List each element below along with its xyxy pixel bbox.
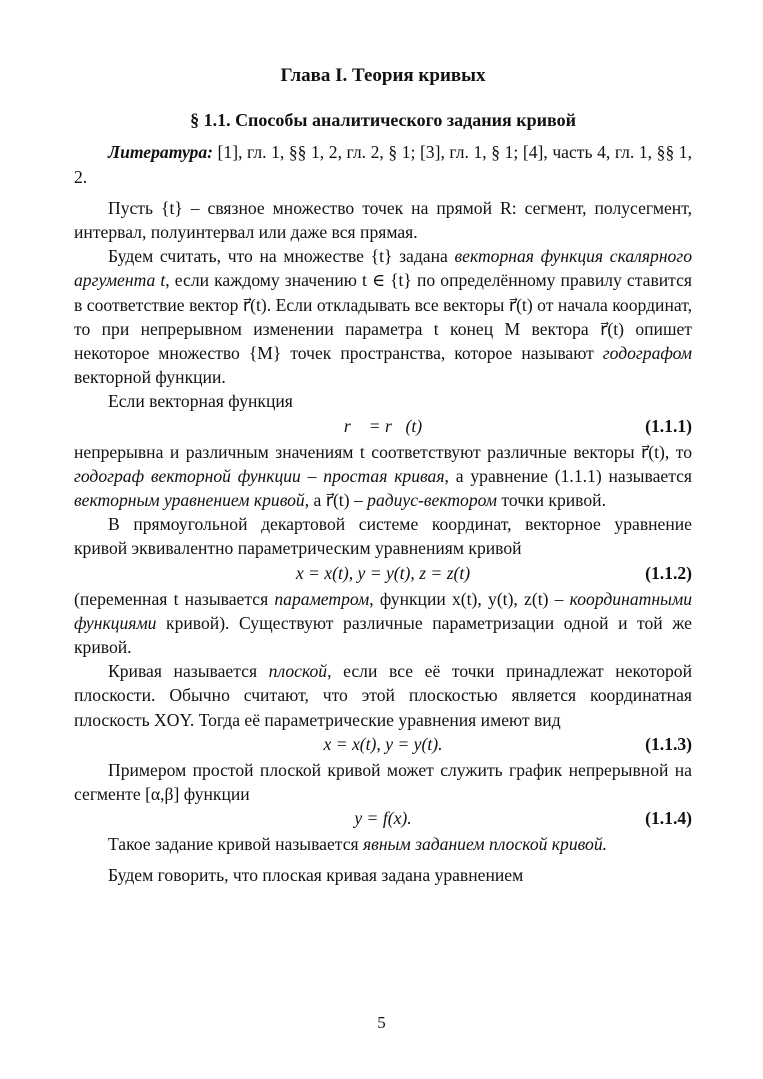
p9-text-a: Такое задание кривой называется bbox=[108, 834, 363, 855]
equation-4 bbox=[74, 806, 692, 832]
p4-text-e: , а r⃗(t) – bbox=[304, 490, 368, 511]
paragraph-8: Примером простой плоской кривой может служить график непрерывной на сегменте [α,β] функции bbox=[74, 759, 692, 805]
paragraph-2 bbox=[74, 244, 692, 389]
equation-2 bbox=[74, 561, 692, 587]
equation-3-formula: x = x(t), y = y(t). bbox=[323, 733, 443, 754]
page-body bbox=[74, 64, 692, 888]
p4-text-g: точки кривой. bbox=[497, 490, 606, 511]
p7-text-a: Кривая называется bbox=[108, 661, 269, 682]
p6-text-c: , функции x(t), y(t), z(t) – bbox=[369, 588, 570, 609]
p2-text-a: Будем считать, что на множестве {t} задана bbox=[108, 246, 455, 267]
p6-text-e: кривой). Существуют различные параметризации одной и той же кривой. bbox=[74, 612, 692, 658]
equation-2-number: (1.1.2) bbox=[645, 562, 692, 583]
p6-text-a: (переменная t называется bbox=[74, 588, 275, 609]
equation-2-formula: x = x(t), y = y(t), z = z(t) bbox=[295, 562, 471, 583]
equation-3 bbox=[74, 732, 692, 758]
equation-4-formula: y = f(x). bbox=[354, 808, 412, 829]
p2-text-e: векторной функции. bbox=[74, 367, 226, 388]
p9-term-explicit: явным заданием плоской кривой. bbox=[363, 834, 608, 855]
p4-term-simple-curve: годограф векторной функции – простая кривая bbox=[74, 465, 445, 486]
p2-term-vector-function: векторная функция скалярного аргумента t bbox=[74, 246, 693, 291]
p6-term-coordinate-functions: координатными функциями bbox=[74, 588, 692, 633]
p7-term-plane: плоской bbox=[268, 661, 328, 682]
equation-3-number: (1.1.3) bbox=[645, 733, 692, 754]
equation-1-formula: r⃗ = r⃗(t) bbox=[343, 415, 423, 436]
paragraph-5: В прямоугольной декартовой системе координат, векторное уравнение кривой эквивалентно параметрическим уравнениям кривой bbox=[74, 514, 692, 559]
paragraph-6 bbox=[74, 587, 692, 660]
p7-text-c: , если все её точки принадлежат некоторой плоскости. Обычно считают, что этой плоскостью является координатная плоскость XOY. Тогда её параметрические уравнения имеют вид bbox=[74, 661, 692, 730]
equation-1-number: (1.1.1) bbox=[645, 415, 692, 436]
chapter-title: Глава I. Теория кривых bbox=[280, 65, 486, 86]
p4-text-a: непрерывна и различным значениям t соответствуют различные векторы r⃗(t), то bbox=[74, 441, 692, 462]
p4-term-vector-equation: векторным уравнением кривой bbox=[74, 490, 305, 511]
paragraph-7 bbox=[74, 659, 692, 732]
page-number: 5 bbox=[377, 1013, 386, 1032]
paragraph-1: Пусть {t} – связное множество точек на прямой R: сегмент, полусегмент, интервал, полуинтервал или даже вся прямая. bbox=[74, 197, 692, 243]
p4-text-c: , а уравнение (1.1.1) называется bbox=[444, 465, 692, 486]
literature-paragraph bbox=[74, 140, 692, 188]
paragraph-9 bbox=[74, 832, 692, 856]
equation-1 bbox=[74, 414, 692, 440]
literature-label: Литература: bbox=[108, 142, 213, 163]
paragraph-4 bbox=[74, 440, 692, 513]
equation-4-number: (1.1.4) bbox=[645, 808, 692, 829]
p6-term-parameter: параметром bbox=[274, 588, 370, 609]
paragraph-3: Если векторная функция bbox=[108, 391, 293, 412]
section-title: § 1.1. Способы аналитического задания кривой bbox=[190, 110, 576, 131]
literature-text: [1], гл. 1, §§ 1, 2, гл. 2, § 1; [3], гл. 1, § 1; [4], часть 4, гл. 1, §§ 1, 2. bbox=[74, 142, 692, 187]
p2-term-hodograph: годографом bbox=[602, 343, 692, 364]
p2-text-c: , если каждому значению t ∈ {t} по определённому правилу ставится в соответствие вектор r⃗(t). Если откладывать все векторы r⃗(t) от начала координат, то при непрерывном изменении параметра t конец M вектора r⃗(t) опишет некоторое множество {M} точек пространства, которое называют bbox=[74, 270, 692, 364]
paragraph-10: Будем говорить, что плоская кривая задана уравнением bbox=[108, 865, 524, 886]
p4-term-radius-vector: радиус-вектором bbox=[367, 490, 498, 511]
